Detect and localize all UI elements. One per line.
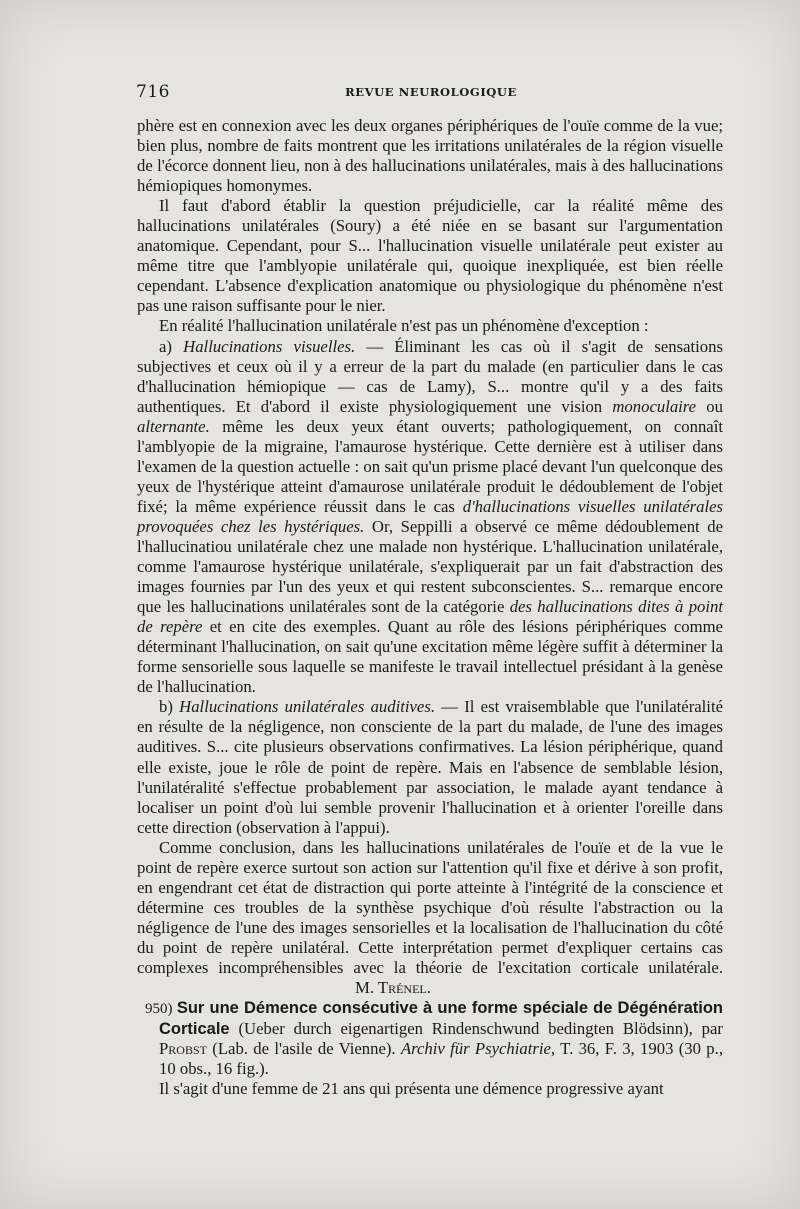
bibliography-entry [137,998,723,1079]
paragraph-continued: phère est en connexion avec les deux organes périphériques de l'ouïe comme de la vue; bien plus, nombre de faits montrent que les irritations unilatérales de la région visuelle de l'écorce donnent lieu, non à des hallucinations unilatérales, mais à des hallucinations hémiopiques homonymes. [137,116,723,196]
section-a-text: et en cite des exemples. Quant au rôle des lésions périphériques comme déterminant l'hallucination, on sait qu'une excitation même légère suffit à déterminer la forme sensorielle sous laquelle se manifeste le travail intellectuel présidant à la genèse de l'hallucination. [137,617,723,697]
article-body [137,116,723,1099]
entry-text: (Ueber durch eigenartigen Rindenschwund bedingten Blödsinn), par [229,1019,723,1039]
section-a-text: même les deux yeux étant ouverts; pathologiquement, on connaît l'amblyopie de la migraine, l'amaurose hystérique. Cette dernière est à utiliser dans l'examen de la question actuelle : on sait qu'un prisme placé devant l'un quelconque des yeux de l'hystérique atteint d'amaurose unilatérale produit le dédoublement de l'objet fixé; la même expérience réussit dans le cas [137,416,723,516]
section-a-prefix: a) [159,336,184,356]
section-visual-hallucinations [137,337,723,698]
entry-number: 950) [145,1001,177,1018]
section-a-text: ou [696,396,723,416]
entry-text: (Lab. de l'asile de Vienne). [206,1039,401,1059]
page-number: 716 [136,82,170,102]
running-title: REVUE NEUROLOGIQUE [345,85,517,99]
entry-author: Probst [159,1039,207,1059]
paragraph-question: Il faut d'abord établir la question préjudicielle, car la réalité même des hallucinations unilatérales (Soury) a été niée en se basant sur l'argumentation anatomique. Cependant, pour S... l'hallucination visuelle unilatérale peut exister au même titre que l'amblyopie unilatérale qui, quoique inexpliquée, est bien réelle cependant. L'absence d'explication anatomique ou physiologique du phénomène n'est pas une raison suffisante pour le nier. [137,196,723,316]
paragraph-intro: En réalité l'hallucination unilatérale n'est pas un phénomène d'exception : [159,316,649,336]
section-b-prefix: b) [159,697,180,717]
section-a-heading: Hallucinations visuelles. [183,336,356,356]
conclusion-text: Comme conclusion, dans les hallucinations unilatérales de l'ouïe et de la vue le point de repère exerce surtout son action sur l'attention qu'il fixe et dérive à son profit, en engendrant cet état de distraction qui porte atteinte à l'intégrité de la conscience et détermine ces troubles de la synthèse psychique d'où résulte l'abstraction ou la négligence de l'une des images sensorielles et la localisation de l'hallucination du côté du point de repère unilatéral. Cette interprétation permet d'expliquer certains cas complexes incompréhensibles avec la théorie de l'excitation corticale unilatérale. [137,837,723,977]
section-auditory-hallucinations [137,697,723,837]
section-a-text: — Éliminant les cas où il s'agit de sensations subjectives et ceux où il y a erreur de la part du malade (en particulier dans le cas d'hallucination hémiopique — cas de Lamy), S... montre qu'il y a des faits authentiques. Et d'abord il existe physiologiquement une vision [137,336,723,416]
author-signature: M. Trénel. [355,978,431,998]
section-a-em: monoculaire [612,396,697,416]
entry-journal: Archiv für Psychiatrie, [400,1039,556,1059]
section-b-heading: Hallucinations unilatérales auditives. [179,697,436,717]
page-header [136,82,726,104]
section-a-em: d'hallucinations visuelles unilatérales provoquées chez les hystériques. [137,496,723,536]
section-a-em: alternante. [137,416,210,436]
paragraph-conclusion [137,838,723,998]
entry-text: T. 36, F. 3, 1903 (30 p., 10 obs., 16 fig.). [159,1039,723,1079]
section-a-text: Or, Seppilli a observé ce même dédoublement de l'hallucinatiou unilatérale chez une malade non hystérique. L'hallucination unilatérale, comme l'amaurose hystérique unilatérale, s'expliquerait par un fait d'abstraction des images fournies par l'un des yeux et qui restent subconscientes. S... remarque encore que les hallucinations unilatérales sont de la catégorie [137,516,723,617]
section-a-em: des hallucinations dites à point de repère [137,597,723,637]
paragraph-final: Il s'agit d'une femme de 21 ans qui présenta une démence progressive ayant [159,1079,664,1099]
entry-title: Sur une Démence consécutive à une forme spéciale de Dégénération Corticale [159,999,723,1039]
section-b-text: — Il est vraisemblable que l'unilatéralité en résulte de la négligence, non consciente de la part du malade, de l'une des images auditives. S... cite plusieurs observations confirmatives. La lésion périphérique, quand elle existe, joue le rôle de point de repère. Mais en l'absence de semblable lésion, l'unilatéralité s'effectue probablement par association, le malade ayant tendance à localiser un point d'où lui semble provenir l'hallucination et à orienter l'oreille dans cette direction (observation à l'appui). [137,697,723,837]
